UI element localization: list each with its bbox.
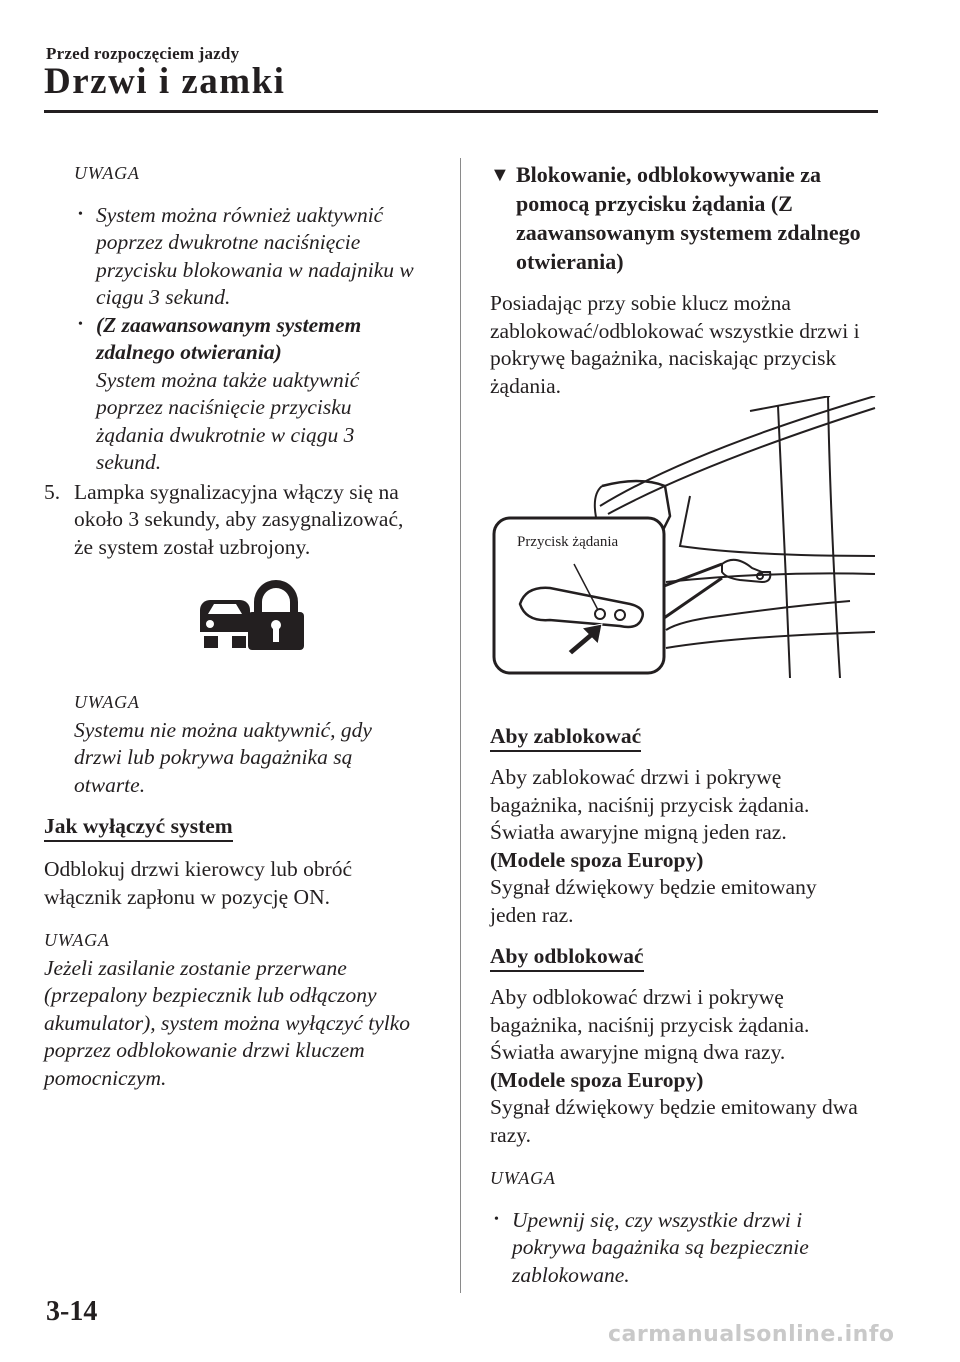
text-line: włącznik zapłonu w pozycję ON. [44,884,330,909]
text-line: • System można również uaktywnić [96,202,384,227]
text-line: Odblokuj drzwi kierowcy lub obróć [44,857,353,881]
note-bullet [490,1207,890,1290]
section-label: Przed rozpoczęciem jazdy [46,44,240,63]
section-heading [490,160,890,276]
text-line: otwierania) [516,249,624,274]
note-label: UWAGA [74,163,140,183]
text-line: Jeżeli zasilanie zostanie przerwane [44,955,347,980]
triangle-marker-icon: ▼ [490,164,510,186]
text-line: Światła awaryjne migną jeden raz. [490,820,787,844]
column-divider [460,158,461,1293]
text-line: poprzez naciśnięcie przycisku [96,395,352,419]
text-line: pokrywa bagażnika są bezpiecznie [512,1235,809,1259]
text-line: przycisku blokowania w nadajniku w [96,257,414,282]
text-line: pomocniczym. [44,1065,167,1090]
note-label: UWAGA [490,1168,556,1188]
subheading-unlock: Aby odblokować [490,944,644,972]
text-line: poprzez dwukrotne naciśnięcie [96,230,361,254]
text-line: Światła awaryjne migną dwa razy. [490,1040,786,1064]
step-number: 5. [44,479,61,504]
text-line: żądania dwukrotnie w ciągu 3 [96,422,355,447]
text-line: akumulator), system można wyłączyć tylko [44,1010,411,1035]
text-line: zablokowane. [512,1262,630,1287]
text-line: (przepalony bezpiecznik lub odłączony [44,983,377,1007]
page-number: 3-14 [46,1296,98,1327]
security-indicator-icon [196,580,306,652]
text-line: zaawansowanym systemem zdalnego [516,220,861,245]
text-line: Sygnał dźwiękowy będzie emitowany [490,875,817,899]
text-line: że system został uzbrojony. [74,534,311,559]
note-block [44,689,444,799]
step-5 [44,479,444,562]
text-line: Blokowanie, odblokowywanie za [516,162,821,187]
subheading-disarm: Jak wyłączyć system [44,814,233,842]
text-line: pomocą przycisku żądania (Z [516,191,793,216]
text-line: Systemu nie można uaktywnić, gdy [74,717,372,742]
header-rule [44,110,878,113]
note-bullet [74,202,444,312]
text-line: razy. [490,1122,531,1147]
text-line: drzwi lub pokrywa bagażnika są [74,745,353,769]
callout-label: Przycisk żądania [517,534,619,550]
right-column [490,160,890,1289]
text-line: otwarte. [74,772,146,797]
chapter-title: Drzwi i zamki [44,61,286,102]
text-line: (Modele spoza Europy) [490,847,704,872]
note-label: UWAGA [74,692,140,712]
text-line: poprzez odblokowanie drzwi kluczem [44,1038,365,1062]
text-line: Lampka sygnalizacyjna włączy się na [74,479,399,504]
note-block [44,160,444,477]
text-line: bagażnika, naciśnij przycisk żądania. [490,792,810,817]
text-line: około 3 sekundy, aby zasygnalizować, [74,507,404,531]
text-line: jeden raz. [490,902,574,927]
text-line: Sygnał dźwiękowy będzie emitowany dwa [490,1095,858,1119]
text-line: zdalnego otwierania) [96,340,282,364]
text-line: • (Z zaawansowanym systemem [96,312,362,337]
text-line: (Modele spoza Europy) [490,1067,704,1092]
text-line: pokrywę bagażnika, naciskając przycisk [490,346,837,370]
text-line: Posiadając przy sobie klucz można [490,291,791,315]
footer-watermark: carmanualsonline.info [608,1322,895,1347]
text-line: • Upewnij się, czy wszystkie drzwi i [512,1207,803,1232]
text-line: bagażnika, naciśnij przycisk żądania. [490,1012,810,1037]
text-line: System można także uaktywnić [96,367,360,392]
note-bullet [74,312,444,477]
text-line: Aby odblokować drzwi i pokrywę [490,985,784,1009]
subheading-lock: Aby zablokować [490,724,641,752]
text-line: ciągu 3 sekund. [96,285,231,309]
text-line: żądania. [490,373,562,398]
text-line: sekund. [96,450,162,474]
text-line: Aby zablokować drzwi i pokrywę [490,765,782,789]
note-label: UWAGA [44,930,110,950]
text-line: zablokować/odblokować wszystkie drzwi i [490,318,860,343]
